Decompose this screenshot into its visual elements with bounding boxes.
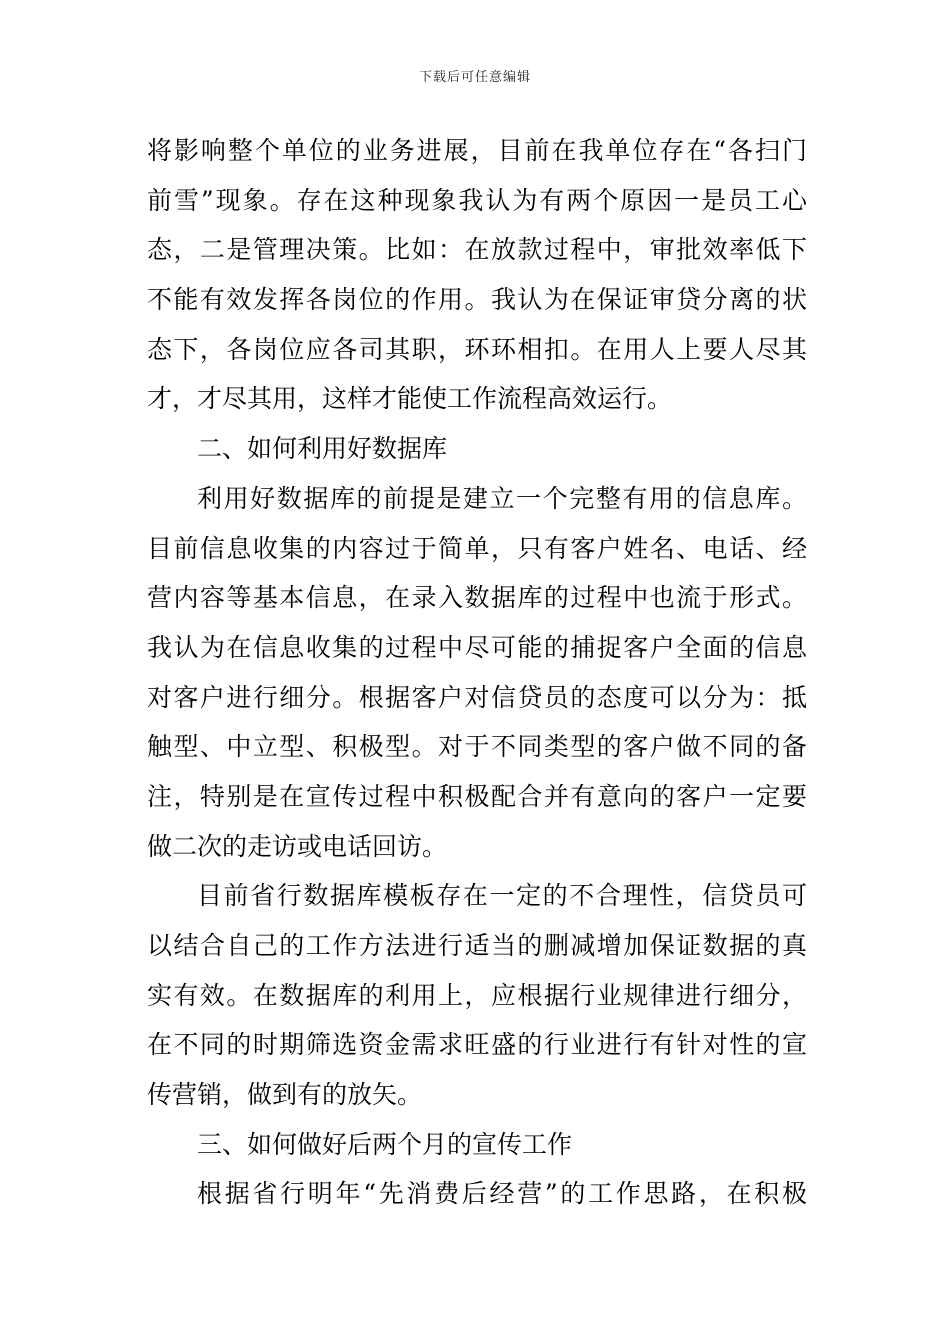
text-line: 目前省行数据库模板存在一定的不合理性，信贷员可 <box>197 881 807 911</box>
section-heading: 三、如何做好后两个月的宣传工作 <box>197 1129 573 1159</box>
text-line: 在不同的时期筛选资金需求旺盛的行业进行有针对性的宣 <box>147 1030 807 1060</box>
text-line: 传营销，做到有的放矢。 <box>147 1080 423 1110</box>
section-heading: 二、如何利用好数据库 <box>197 434 448 464</box>
text-line: 态，二是管理决策。比如：在放款过程中，审批效率低下 <box>147 235 807 265</box>
text-line: 营内容等基本信息，在录入数据库的过程中也流于形式。 <box>147 583 807 613</box>
text-line: 以结合自己的工作方法进行适当的删减增加保证数据的真 <box>147 931 807 960</box>
text-line: 不能有效发挥各岗位的作用。我认为在保证审贷分离的状 <box>147 285 807 315</box>
text-line: 注，特别是在宣传过程中积极配合并有意向的客户一定要 <box>147 781 807 811</box>
text-line: 根据省行明年“先消费后经营”的工作思路，在积极 <box>197 1179 807 1209</box>
document-body <box>147 126 807 1219</box>
text-line: 前雪”现象。存在这种现象我认为有两个原因一是员工心 <box>147 185 807 215</box>
text-line: 我认为在信息收集的过程中尽可能的捕捉客户全面的信息 <box>147 632 807 662</box>
text-line: 触型、中立型、积极型。对于不同类型的客户做不同的备 <box>147 732 807 762</box>
text-line: 态下，各岗位应各司其职，环环相扣。在用人上要人尽其 <box>147 334 807 364</box>
text-line: 实有效。在数据库的利用上，应根据行业规律进行细分， <box>147 980 807 1010</box>
page-header-note: 下载后可任意编辑 <box>418 70 531 85</box>
text-line: 将影响整个单位的业务进展，目前在我单位存在“各扫门 <box>147 136 807 165</box>
text-line: 才，才尽其用，这样才能使工作流程高效运行。 <box>147 384 673 414</box>
text-line: 目前信息收集的内容过于简单，只有客户姓名、电话、经 <box>147 533 807 563</box>
text-line: 做二次的走访或电话回访。 <box>147 831 448 861</box>
text-line: 对客户进行细分。根据客户对信贷员的态度可以分为：抵 <box>147 682 807 712</box>
text-line: 利用好数据库的前提是建立一个完整有用的信息库。 <box>197 483 807 513</box>
